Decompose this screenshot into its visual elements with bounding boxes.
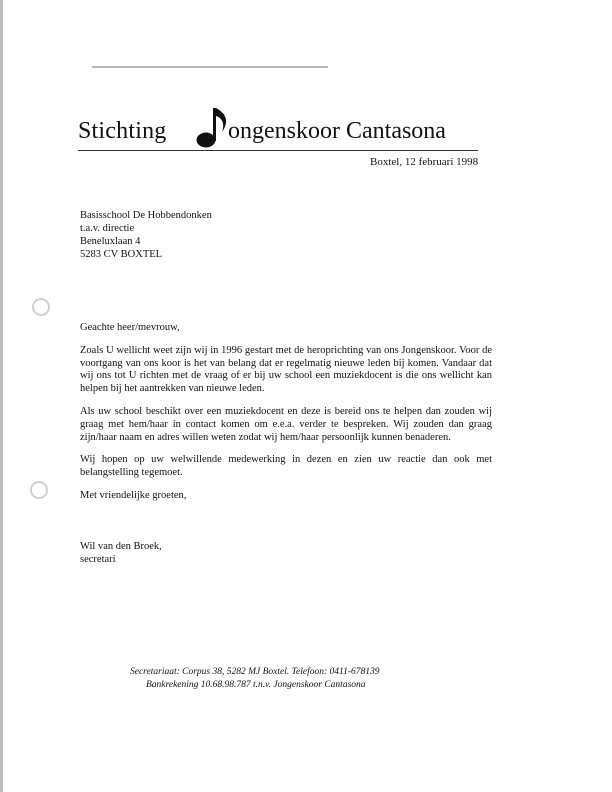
- letter-footer: [120, 666, 440, 692]
- footer-bank: Bankrekening 10.68.98.787 t.n.v. Jongenskoor Cantasona: [146, 680, 366, 690]
- address-line: 5283 CV BOXTEL: [80, 249, 163, 260]
- letter-body: [80, 322, 492, 513]
- letterhead-name-part1: Stichting: [78, 118, 167, 144]
- body-paragraph: Wij hopen op uw welwillende medewerking in dezen en zien uw reactie dan ook met belangstelling tegemoet.: [80, 454, 492, 479]
- letterhead-name-part2: ongenskoor Cantasona: [228, 118, 446, 144]
- music-note-icon: [194, 104, 230, 150]
- scan-edge: [0, 0, 3, 792]
- address-line: Beneluxlaan 4: [80, 236, 141, 247]
- punch-hole-icon: [32, 298, 50, 316]
- address-line: t.a.v. directie: [80, 223, 135, 234]
- signer-name: Wil van den Broek,: [80, 541, 162, 552]
- letterhead: [78, 104, 498, 154]
- punch-hole-icon: [30, 481, 48, 499]
- closing: Met vriendelijke groeten,: [80, 489, 187, 501]
- letterhead-rule: [78, 150, 478, 151]
- body-paragraph: Als uw school beschikt over een muziekdocent en deze is bereid ons te helpen dan zouden wij graag met hem/haar in contact komen om e.e.a. verder te bespreken. Wij zouden dan graag zijn/haar naam en adres willen weten zodat wij hem/haar persoonlijk kunnen benaderen.: [80, 405, 492, 443]
- address-line: Basisschool De Hobbendonken: [80, 210, 212, 221]
- body-paragraph: Zoals U wellicht weet zijn wij in 1996 gestart met de heroprichting van ons Jongenskoor. Voor de voortgang van ons koor is het van belang dat er regelmatig nieuwe leden bij komen. Vandaar dat wij ons tot U richten met de vraag of er bij uw school een muziekdocent is die ons wellicht kan helpen bij het aantrekken van nieuwe leden.: [80, 344, 492, 395]
- recipient-address: [80, 209, 212, 261]
- signature-block: [80, 540, 162, 566]
- footer-contact: Secretariaat: Corpus 38, 5282 MJ Boxtel. Telefoon: 0411-678139: [130, 667, 380, 677]
- scan-artifact-line: [92, 66, 328, 68]
- signer-title: secretari: [80, 554, 116, 565]
- letter-date: Boxtel, 12 februari 1998: [370, 156, 479, 168]
- salutation: Geachte heer/mevrouw,: [80, 322, 180, 333]
